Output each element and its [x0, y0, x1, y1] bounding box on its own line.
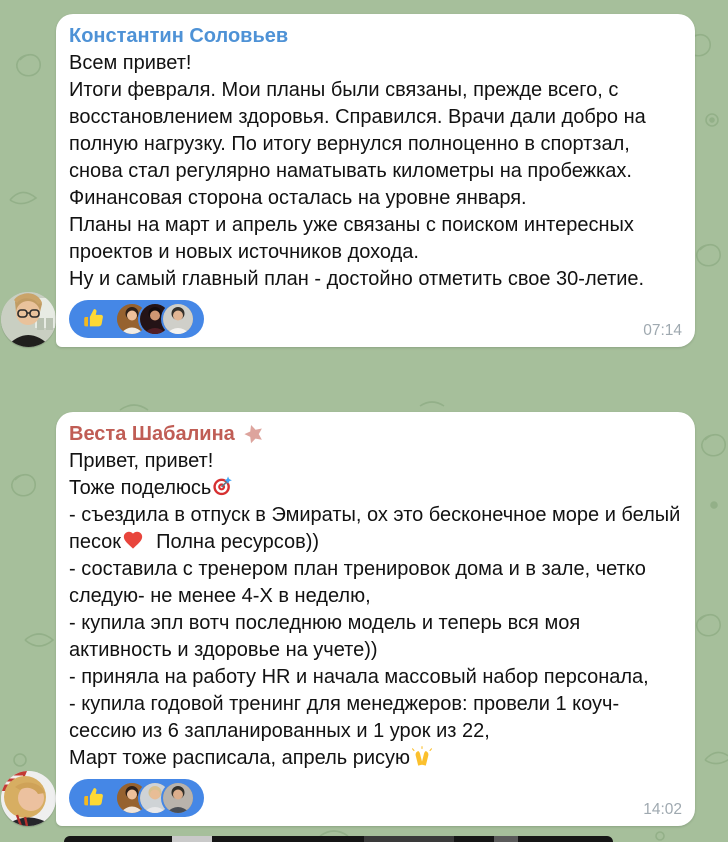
message — [56, 14, 695, 347]
avatar-vesta[interactable] — [1, 771, 56, 826]
photo-edge-highlight — [364, 836, 454, 842]
reactor-avatar — [161, 781, 195, 815]
message-text — [69, 50, 682, 293]
message-paragraph: Тоже поделюсь — [69, 475, 682, 502]
reaction-pill[interactable] — [69, 779, 204, 817]
author-name[interactable] — [69, 420, 682, 448]
message-paragraph: - купила эпл вотч последнюю модель и теперь вся моя активность и здоровье на учете)) — [69, 612, 586, 661]
photo-edge-highlight — [172, 836, 212, 842]
message-time: 14:02 — [643, 801, 682, 818]
reactor-avatars — [115, 302, 195, 336]
reaction-pill[interactable] — [69, 300, 204, 338]
message-paragraph: - составила с тренером план тренировок дома и в зале, четко следую- не менее 4-Х в неделю, — [69, 558, 652, 607]
pink-star-badge-icon — [242, 422, 266, 446]
dart-icon — [212, 475, 234, 497]
author-name[interactable] — [69, 22, 682, 50]
thumbs-up-icon — [81, 785, 107, 811]
reactor-avatar — [161, 302, 195, 336]
message-paragraph: Привет, привет! — [69, 450, 214, 472]
red-heart-icon — [122, 529, 144, 551]
message-paragraph: Март тоже расписала, апрель рисую — [69, 745, 682, 772]
photo-edge-highlight — [494, 836, 518, 842]
reactor-avatars — [115, 781, 195, 815]
message-paragraph: Итоги февраля. Мои планы были связаны, прежде всего, с восстановлением здоровья. Справился. Врачи дали добро на полную нагрузку. По итогу вернулся полноценно в спортзал, снова стал регулярно наматывать километры на пробежках. — [69, 79, 652, 182]
message-bubble[interactable] — [56, 14, 695, 347]
message-paragraph: Всем привет! — [69, 52, 192, 74]
author-name-text: Веста Шабалина — [69, 423, 235, 445]
message-bubble[interactable] — [56, 412, 695, 826]
message-paragraph: Финансовая сторона осталась на уровне января. — [69, 187, 527, 209]
message-paragraph: Ну и самый главный план - достойно отметить свое 30-летие. — [69, 268, 645, 290]
next-message-photo-edge[interactable] — [64, 836, 613, 842]
raised-hands-icon — [411, 745, 433, 767]
message-paragraph: - приняла на работу HR и начала массовый набор персонала, — [69, 666, 649, 688]
message-time: 07:14 — [643, 322, 682, 339]
message-paragraph: - съездила в отпуск в Эмираты, ох это бесконечное море и белый песок Полна ресурсов)) — [69, 504, 686, 553]
message-text — [69, 448, 686, 772]
avatar-konstantin[interactable] — [1, 292, 56, 347]
message — [56, 412, 695, 826]
thumbs-up-icon — [81, 306, 107, 332]
message-paragraph: Планы на март и апрель уже связаны с поиском интересных проектов и новых источников дохода. — [69, 214, 640, 263]
message-paragraph: - купила годовой тренинг для менеджеров: провели 1 коуч-сессию из 6 запланированных и 1 урок из 22, — [69, 693, 620, 742]
author-name-text: Константин Соловьев — [69, 25, 289, 47]
